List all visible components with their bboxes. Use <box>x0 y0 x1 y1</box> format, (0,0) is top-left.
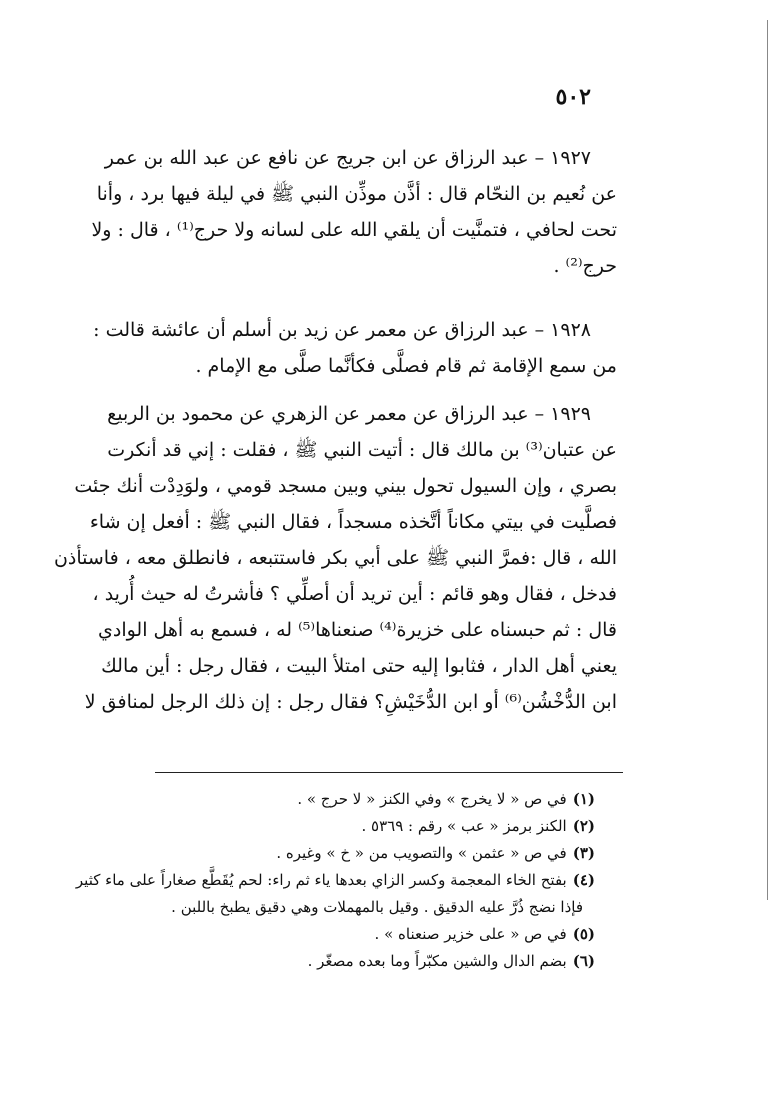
footnote-mark: (٣) <box>572 844 595 862</box>
footnote-3 <box>115 840 595 867</box>
hadith-line: عن عتبان⁽³⁾ بن مالك قال : أتيت النبي ﷺ ، فقلت : إني قد أنكرت <box>107 439 617 461</box>
scan-edge-rule <box>767 20 768 900</box>
page-number: ٥٠٢ <box>555 84 591 110</box>
hadith-line: فدخل ، فقال وهو قائم : أين تريد أن أصلِّي ؟ فأشرتُ له حيث أُريد ، <box>92 583 617 605</box>
footnote-text: بفتح الخاء المعجمة وكسر الزاي بعدها ياء ثم راء: لحم يُقَطَّع صغاراً على ماء كثير <box>75 871 567 889</box>
hadith-line: يعني أهل الدار ، فثابوا إليه حتى امتلأ البيت ، فقال رجل : أين مالك <box>101 655 617 677</box>
footnote-6 <box>115 948 595 975</box>
footnote-mark: (٥) <box>572 925 595 943</box>
hadith-line: ١٩٢٧ – عبد الرزاق عن ابن جريج عن نافع عن عبد الله بن عمر <box>104 147 591 169</box>
footnote-text: في ص « عثمن » والتصويب من « خ » وغيره . <box>276 844 567 862</box>
hadith-1928 <box>93 312 617 384</box>
hadith-line: بصري ، وإن السيول تحول بيني وبين مسجد قومي ، ولوَدِدْت أنك جئت <box>74 475 617 497</box>
footnote-4-continuation: فإذا نضج ذُرَّ عليه الدقيق . وقيل بالمهملات وهي دقيق يطبخ باللبن . <box>171 898 583 916</box>
hadith-line: تحت لحافي ، فتمنَّيت أن يلقي الله على لسانه ولا حرج⁽¹⁾ ، قال : ولا <box>91 219 617 241</box>
hadith-line: قال : ثم حبسناه على خزيرة⁽⁴⁾ صنعناها⁽⁵⁾ له ، فسمع به أهل الوادي <box>97 619 617 641</box>
footnote-text: في ص « على خزير صنعناه » . <box>374 925 567 943</box>
footnote-separator <box>155 772 623 773</box>
hadith-line: ١٩٢٩ – عبد الرزاق عن معمر عن الزهري عن محمود بن الربيع <box>107 403 591 425</box>
footnote-1 <box>115 786 595 813</box>
hadith-line: ١٩٢٨ – عبد الرزاق عن معمر عن زيد بن أسلم أن عائشة قالت : <box>93 319 591 341</box>
footnotes <box>75 786 595 975</box>
hadith-1929 <box>53 396 617 720</box>
footnote-5 <box>115 921 595 948</box>
hadith-line: الله ، قال :فمرَّ النبي ﷺ على أبي بكر فاستتبعه ، فانطلق معه ، فاستأذن <box>53 547 617 569</box>
footnote-text: بضم الدال والشين مكبّراً وما بعده مصغّر . <box>307 952 567 970</box>
footnote-mark: (١) <box>572 790 595 808</box>
hadith-line: من سمع الإقامة ثم قام فصلَّى فكأنَّما صلَّى مع الإمام . <box>195 355 617 377</box>
footnote-4 <box>75 867 595 894</box>
footnote-mark: (٤) <box>572 871 595 889</box>
footnote-mark: (٢) <box>572 817 595 835</box>
hadith-line: ابن الدُّخْشُن⁽⁶⁾ أو ابن الدُّخَيْشِ؟ فقال رجل : إن ذلك الرجل لمنافق لا <box>84 691 617 713</box>
footnote-text: في ص « لا يخرج » وفي الكنز « لا حرج » . <box>297 790 567 808</box>
hadith-1927 <box>91 140 617 284</box>
footnote-text: الكنز برمز « عب » رقم : ٥٣٦٩ . <box>361 817 567 835</box>
hadith-line: حرج⁽²⁾ . <box>553 255 617 277</box>
hadith-line: فصلَّيت في بيتي مكاناً أتَّخذه مسجداً ، فقال النبي ﷺ : أفعل إن شاء <box>89 511 617 533</box>
footnote-mark: (٦) <box>572 952 595 970</box>
footnote-2 <box>115 813 595 840</box>
hadith-line: عن نُعيم بن النحّام قال : أذَّن موذِّن النبي ﷺ في ليلة فيها برد ، وأنا <box>96 183 617 205</box>
